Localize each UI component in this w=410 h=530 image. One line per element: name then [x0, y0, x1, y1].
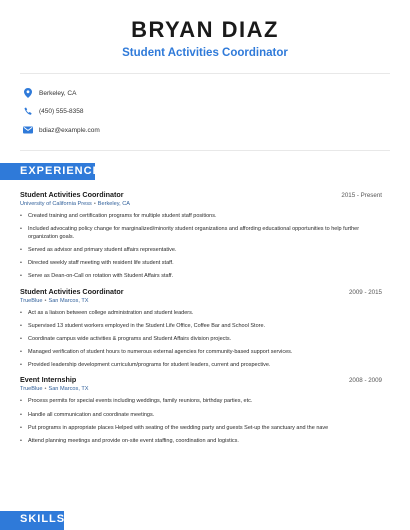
job-bullet: • Process permits for special events including weddings, family reunions, birthday parties, etc. — [20, 398, 382, 406]
contact-list — [0, 74, 410, 146]
job-bullet: • Directed weekly staff meeting with resident life student staff. — [20, 260, 382, 268]
job-title: Student Activities Coordinator — [20, 286, 124, 296]
contact-email — [22, 121, 410, 140]
job-dates: 2015 - Present — [341, 192, 382, 199]
job-employer: University of California Press • Berkeley, CA — [20, 201, 131, 207]
job-employer: TrueBlue • San Marcos, TX — [20, 297, 89, 304]
job-bullet: • Supervised 13 student workers employed in the Student Life Office, Coffee Bar and School Store. — [20, 323, 382, 331]
candidate-title: Student Activities Coordinator — [122, 47, 288, 59]
contact-location — [22, 84, 410, 103]
job-org: TrueBlue — [20, 297, 43, 304]
envelope-icon — [22, 124, 34, 136]
job-bullet: • Serve as Dean-on-Call on rotation with Student Affairs staff. — [20, 273, 382, 281]
job-bullet: • Act as a liaison between college administration and student leaders. — [20, 310, 382, 318]
job-bullet: • Handle all communication and coordinate meetings. — [20, 412, 382, 420]
candidate-name: BRYAN DIAZ — [131, 17, 279, 42]
job-bullet: • Provided leadership development curriculum/programs for student leaders, current and prospective. — [20, 362, 382, 370]
skills-section-heading: SKILLS — [0, 511, 64, 530]
job-location: Berkeley, CA — [97, 201, 131, 207]
job-bullet: • Managed verification of student hours to numerous external agencies for community-based support services. — [20, 349, 382, 357]
contact-divider — [20, 150, 390, 151]
job-location: San Marcos, TX — [48, 386, 89, 393]
contact-phone — [22, 103, 410, 122]
job-bullets — [20, 398, 382, 445]
job-bullet: • Put programs in appropriate places Helped with seating of the wedding party and guests Set-up the sanctuary and the nave — [20, 425, 382, 433]
resume-header — [0, 0, 410, 59]
job-bullet: • Included advocating policy change for marginalized/minority student organizations and affording educational opportunities to help further organization goals. — [20, 226, 382, 241]
location-pin-icon — [22, 87, 34, 99]
job-entry — [20, 375, 382, 445]
job-title: Student Activities Coordinator — [20, 190, 124, 199]
contact-email-text: bdiaz@example.com — [39, 126, 100, 134]
job-location: San Marcos, TX — [48, 297, 89, 304]
experience-section-heading: EXPERIENCE — [0, 163, 95, 180]
job-bullet: • Created training and certification programs for multiple student staff positions. — [20, 213, 382, 221]
contact-phone-text: (450) 555-8358 — [39, 108, 84, 116]
job-dates: 2009 - 2015 — [348, 288, 382, 296]
job-dates: 2008 - 2009 — [348, 377, 382, 385]
job-org: TrueBlue — [20, 386, 43, 393]
job-title: Event Internship — [20, 375, 77, 385]
job-employer: TrueBlue • San Marcos, TX — [20, 386, 89, 393]
job-entry — [20, 190, 382, 281]
contact-location-text: Berkeley, CA — [39, 89, 77, 97]
job-bullet: • Served as advisor and primary student affairs representative. — [20, 247, 382, 255]
job-bullets — [20, 310, 382, 370]
job-bullet: • Coordinate campus wide activities & programs and Student Affairs division projects. — [20, 336, 382, 344]
phone-icon — [22, 106, 34, 118]
job-bullets — [20, 213, 382, 281]
job-org: University of California Press — [20, 201, 92, 207]
job-bullet: • Attend planning meetings and provide on-site event staffing, coordination and logistics. — [20, 438, 382, 446]
job-entry — [20, 287, 382, 370]
experience-list — [20, 190, 382, 451]
